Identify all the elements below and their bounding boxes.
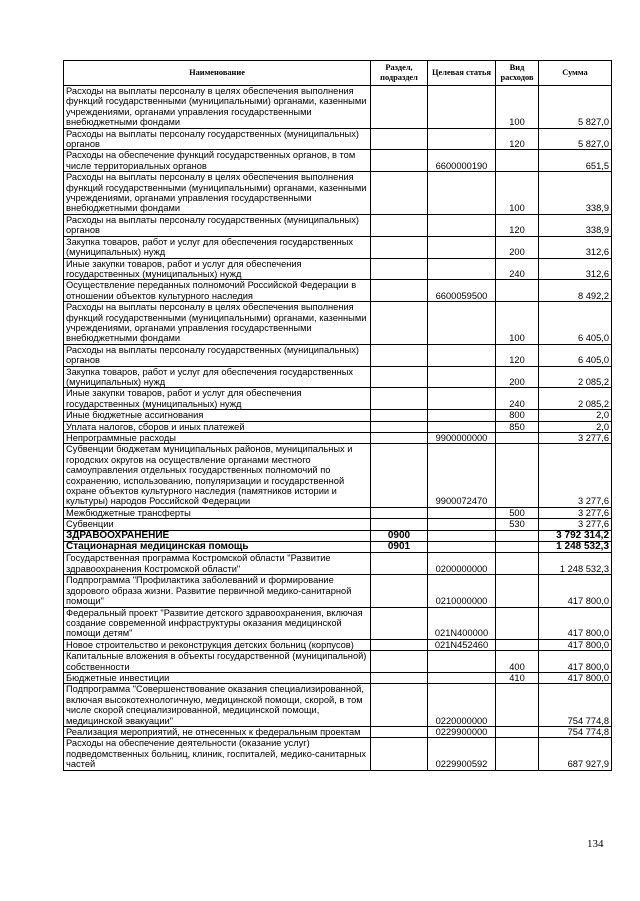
cell-section (371, 172, 428, 215)
cell-name: Новое строительство и реконструкция детских больниц (корпусов) (64, 639, 371, 650)
cell-type: 120 (496, 344, 539, 366)
cell-sum: 417 800,0 (539, 639, 612, 650)
cell-name: Расходы на выплаты персоналу в целях обеспечения выполнения функций государственными (муниципальными) органами, казенными учреждениями, органами управления государственными внебюджетными фондами (64, 302, 371, 345)
cell-section (371, 258, 428, 280)
cell-section (371, 607, 428, 639)
column-header-name: Наименование (64, 61, 371, 86)
table-row (64, 128, 612, 150)
cell-type: 100 (496, 86, 539, 129)
cell-section (371, 128, 428, 150)
cell-section (371, 738, 428, 770)
table-row (64, 344, 612, 366)
table-row (64, 236, 612, 258)
cell-article (428, 258, 496, 280)
cell-article (428, 236, 496, 258)
table-row (64, 553, 612, 575)
cell-name: Федеральный проект "Развитие детского здравоохранения, включая создание современной инфраструктуры оказания медицинской помощи детям" (64, 607, 371, 639)
cell-name: Субвенции бюджетам муниципальных районов, муниципальных и городских округов на осуществление органами местного самоуправления отдельных государственных полномочий по сохранению, использованию, популяризации и государственной охране объектов культурного наследия (памятников истории и культуры) народов Российской Федерации (64, 444, 371, 507)
table-row (64, 738, 612, 770)
table-row (64, 302, 612, 345)
cell-type (496, 738, 539, 770)
cell-type: 800 (496, 410, 539, 421)
cell-section (371, 433, 428, 444)
cell-type: 120 (496, 214, 539, 236)
cell-name: Подпрограмма "Профилактика заболеваний и формирование здорового образа жизни. Развитие первичной медико-санитарной помощи" (64, 575, 371, 607)
cell-sum: 3 277,6 (539, 519, 612, 530)
cell-article: 6600059500 (428, 280, 496, 302)
cell-article: 0229900592 (428, 738, 496, 770)
cell-type (496, 433, 539, 444)
table-row (64, 410, 612, 421)
cell-section (371, 302, 428, 345)
cell-name: Расходы на выплаты персоналу государственных (муниципальных) органов (64, 344, 371, 366)
table-row (64, 542, 612, 553)
table-row (64, 86, 612, 129)
table-row (64, 258, 612, 280)
cell-sum: 1 248 532,3 (539, 553, 612, 575)
cell-article (428, 410, 496, 421)
table-body (64, 86, 612, 771)
table-row (64, 639, 612, 650)
cell-section (371, 366, 428, 388)
table-row (64, 684, 612, 727)
cell-section (371, 388, 428, 410)
cell-sum: 2,0 (539, 421, 612, 432)
cell-sum: 417 800,0 (539, 575, 612, 607)
cell-section (371, 214, 428, 236)
column-header-section: Раздел, подраздел (371, 61, 428, 86)
cell-type (496, 444, 539, 507)
cell-sum: 338,9 (539, 214, 612, 236)
cell-name: Иные закупки товаров, работ и услуг для обеспечения государственных (муниципальных) нужд (64, 388, 371, 410)
cell-type (496, 530, 539, 541)
table-row (64, 388, 612, 410)
cell-type: 500 (496, 507, 539, 518)
cell-section (371, 507, 428, 518)
cell-name: Расходы на обеспечение функций государственных органов, в том числе территориальных органов (64, 150, 371, 172)
cell-name: Реализация мероприятий, не отнесенных к федеральным проектам (64, 726, 371, 737)
cell-article: 0200000000 (428, 553, 496, 575)
cell-section (371, 639, 428, 650)
cell-name: Государственная программа Костромской области "Развитие здравоохранения Костромской области" (64, 553, 371, 575)
cell-article (428, 530, 496, 541)
cell-name: Непрограммные расходы (64, 433, 371, 444)
cell-sum: 3 792 314,2 (539, 530, 612, 541)
table-row (64, 280, 612, 302)
cell-type (496, 639, 539, 650)
column-header-article: Целевая статья (428, 61, 496, 86)
cell-name: Закупка товаров, работ и услуг для обеспечения государственных (муниципальных) нужд (64, 236, 371, 258)
cell-name: Иные бюджетные ассигнования (64, 410, 371, 421)
cell-sum: 6 405,0 (539, 302, 612, 345)
cell-article (428, 214, 496, 236)
cell-section (371, 280, 428, 302)
cell-sum: 2 085,2 (539, 366, 612, 388)
cell-article (428, 388, 496, 410)
cell-sum: 3 277,6 (539, 507, 612, 518)
cell-sum: 1 248 532,3 (539, 542, 612, 553)
table-row (64, 519, 612, 530)
cell-type: 120 (496, 128, 539, 150)
cell-type: 240 (496, 258, 539, 280)
cell-article (428, 519, 496, 530)
cell-article (428, 302, 496, 345)
cell-section (371, 236, 428, 258)
cell-section (371, 444, 428, 507)
cell-name: Осуществление переданных полномочий Российской Федерации в отношении объектов культурного наследия (64, 280, 371, 302)
table-row (64, 672, 612, 683)
cell-article (428, 128, 496, 150)
table-row (64, 726, 612, 737)
table-row (64, 421, 612, 432)
cell-sum: 8 492,2 (539, 280, 612, 302)
cell-name: Субвенции (64, 519, 371, 530)
cell-section (371, 672, 428, 683)
cell-section (371, 150, 428, 172)
table-row (64, 607, 612, 639)
cell-article: 021N452460 (428, 639, 496, 650)
cell-sum: 417 800,0 (539, 607, 612, 639)
cell-name: Стационарная медицинская помощь (64, 542, 371, 553)
cell-name: Расходы на выплаты персоналу в целях обеспечения выполнения функций государственными (муниципальными) органами, казенными учреждениями, органами управления государственными внебюджетными фондами (64, 172, 371, 215)
cell-section (371, 410, 428, 421)
table-row (64, 433, 612, 444)
table-row (64, 366, 612, 388)
cell-section (371, 519, 428, 530)
table-row (64, 530, 612, 541)
cell-name: Бюджетные инвестиции (64, 672, 371, 683)
cell-type: 200 (496, 236, 539, 258)
cell-article (428, 172, 496, 215)
cell-type (496, 542, 539, 553)
cell-sum: 651,5 (539, 150, 612, 172)
cell-sum: 5 827,0 (539, 128, 612, 150)
cell-type: 530 (496, 519, 539, 530)
cell-name: Расходы на выплаты персоналу в целях обеспечения выполнения функций государственными (муниципальными) органами, казенными учреждениями, органами управления государственными внебюджетными фондами (64, 86, 371, 129)
cell-article (428, 651, 496, 673)
cell-section (371, 651, 428, 673)
cell-article (428, 507, 496, 518)
cell-sum: 3 277,6 (539, 444, 612, 507)
column-header-type: Вид расходов (496, 61, 539, 86)
cell-name: Капитальные вложения в объекты государственной (муниципальной) собственности (64, 651, 371, 673)
table-row (64, 507, 612, 518)
cell-article: 9900072470 (428, 444, 496, 507)
cell-type (496, 607, 539, 639)
cell-sum: 754 774,8 (539, 726, 612, 737)
cell-article: 9900000000 (428, 433, 496, 444)
cell-sum: 312,6 (539, 258, 612, 280)
table-row (64, 444, 612, 507)
cell-article: 0210000000 (428, 575, 496, 607)
table-row (64, 575, 612, 607)
cell-name: Уплата налогов, сборов и иных платежей (64, 421, 371, 432)
cell-name: Расходы на обеспечение деятельности (оказание услуг) подведомственных больниц, клиник, госпиталей, медико-санитарных частей (64, 738, 371, 770)
cell-section (371, 553, 428, 575)
cell-type: 100 (496, 302, 539, 345)
cell-sum: 754 774,8 (539, 684, 612, 727)
cell-type: 400 (496, 651, 539, 673)
page-number: 134 (587, 838, 604, 850)
cell-sum: 417 800,0 (539, 672, 612, 683)
cell-name: Расходы на выплаты персоналу государственных (муниципальных) органов (64, 214, 371, 236)
cell-sum: 312,6 (539, 236, 612, 258)
table-row (64, 150, 612, 172)
cell-type: 200 (496, 366, 539, 388)
cell-article (428, 672, 496, 683)
cell-article (428, 366, 496, 388)
cell-type: 850 (496, 421, 539, 432)
cell-section (371, 421, 428, 432)
cell-name: Межбюджетные трансферты (64, 507, 371, 518)
budget-table (63, 60, 612, 771)
cell-type: 410 (496, 672, 539, 683)
cell-section (371, 344, 428, 366)
cell-name: Иные закупки товаров, работ и услуг для обеспечения государственных (муниципальных) нужд (64, 258, 371, 280)
cell-article: 0220000000 (428, 684, 496, 727)
cell-sum: 2 085,2 (539, 388, 612, 410)
cell-article (428, 344, 496, 366)
cell-section (371, 86, 428, 129)
cell-name: Подпрограмма "Совершенствование оказания специализированной, включая высокотехнологичную, медицинской помощи, скорой, в том числе скорой специализированной, медицинской помощи, медицинской эвакуации" (64, 684, 371, 727)
table-row (64, 172, 612, 215)
cell-section: 0900 (371, 530, 428, 541)
cell-section (371, 726, 428, 737)
cell-type (496, 575, 539, 607)
cell-sum: 5 827,0 (539, 86, 612, 129)
cell-article (428, 542, 496, 553)
table-row (64, 651, 612, 673)
cell-type (496, 150, 539, 172)
cell-sum: 417 800,0 (539, 651, 612, 673)
cell-type: 240 (496, 388, 539, 410)
cell-sum: 687 927,9 (539, 738, 612, 770)
cell-article: 0229900000 (428, 726, 496, 737)
table-header-row (64, 61, 612, 86)
cell-sum: 338,9 (539, 172, 612, 215)
cell-sum: 3 277,6 (539, 433, 612, 444)
table-row (64, 214, 612, 236)
cell-article (428, 86, 496, 129)
cell-name: Расходы на выплаты персоналу государственных (муниципальных) органов (64, 128, 371, 150)
cell-article: 021N400000 (428, 607, 496, 639)
cell-name: ЗДРАВООХРАНЕНИЕ (64, 530, 371, 541)
cell-section: 0901 (371, 542, 428, 553)
cell-type (496, 684, 539, 727)
cell-section (371, 684, 428, 727)
cell-article: 6600000190 (428, 150, 496, 172)
cell-article (428, 421, 496, 432)
cell-sum: 2,0 (539, 410, 612, 421)
cell-type: 100 (496, 172, 539, 215)
cell-type (496, 280, 539, 302)
column-header-sum: Сумма (539, 61, 612, 86)
cell-type (496, 726, 539, 737)
cell-name: Закупка товаров, работ и услуг для обеспечения государственных (муниципальных) нужд (64, 366, 371, 388)
cell-type (496, 553, 539, 575)
cell-section (371, 575, 428, 607)
cell-sum: 6 405,0 (539, 344, 612, 366)
